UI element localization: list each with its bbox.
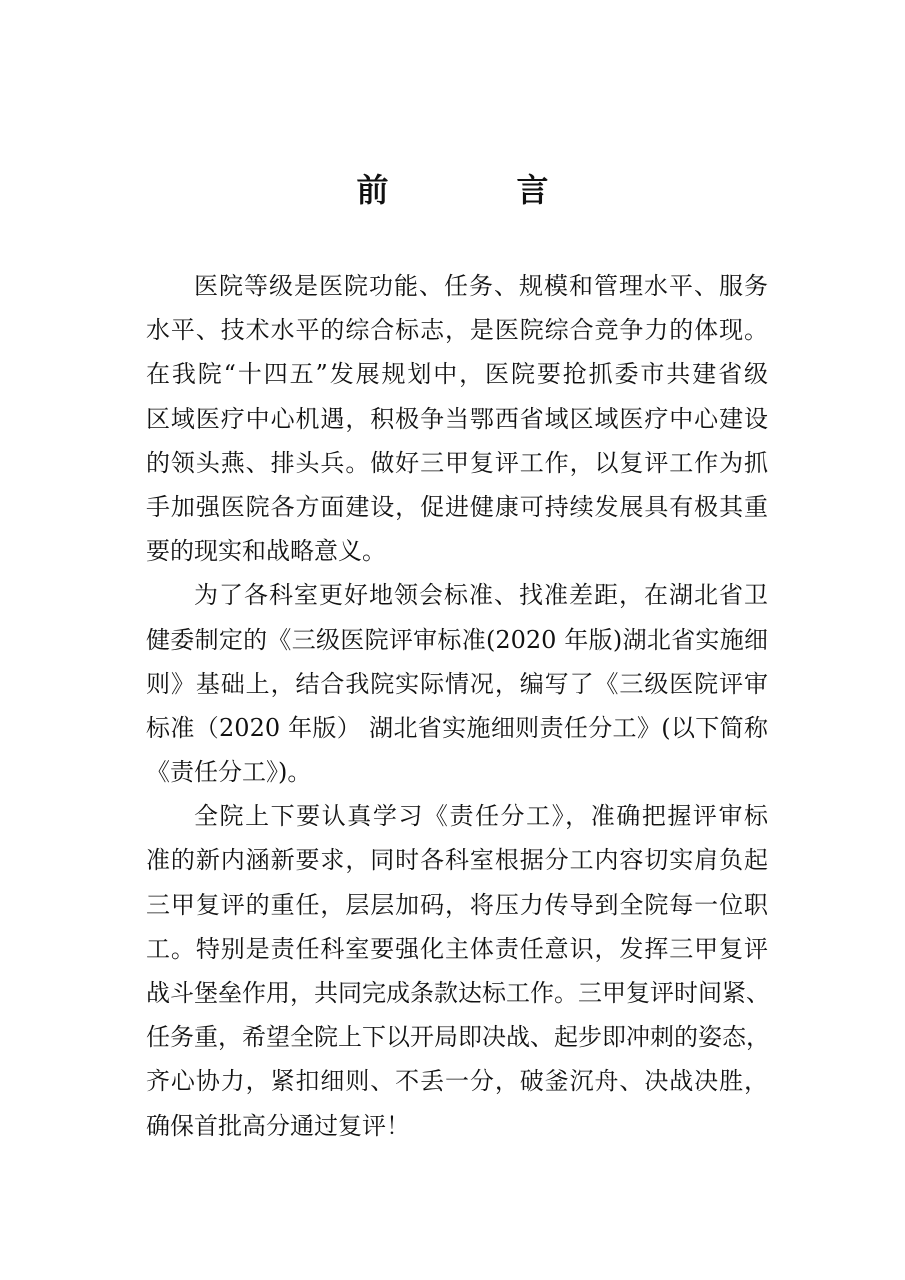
text-line: 医院等级是医院功能、任务、规模和管理水平、服务 [194,272,768,300]
text-line: 工。特别是责任科室要强化主体责任意识，发挥三甲复评 [146,934,768,963]
preface-body [146,264,768,1148]
text-line: 为了各科室更好地领会标准、找准差距，在湖北省卫 [194,581,768,610]
text-line: 全院上下要认真学习《责任分工》，准确把握评审标 [194,802,768,831]
text-line: 三甲复评的重任，层层加码，将压力传导到全院每一位职 [146,890,768,919]
text-line: 战斗堡垒作用，共同完成条款达标工作。三甲复评时间紧、 [146,979,770,1007]
page-title: 前 言 [356,171,597,209]
text-line: 准的新内涵新要求，同时各科室根据分工内容切实肩负起 [146,846,768,875]
text-line: 在我院“十四五”发展规划中，医院要抢抓委市共建省级 [146,360,768,389]
text-line: 《责任分工》)。 [146,758,312,787]
text-line: 标准（2020 年版） 湖北省实施细则责任分工》(以下简称 [146,713,768,742]
text-line: 的领头燕、排头兵。做好三甲复评工作，以复评工作为抓 [146,448,768,477]
text-line: 要的现实和战略意义。 [146,537,386,566]
text-line: 手加强医院各方面建设，促进健康可持续发展具有极其重 [146,492,768,521]
text-line: 任务重，希望全院上下以开局即决战、起步即冲刺的姿态， [146,1023,770,1052]
text-line: 水平、技术水平的综合标志，是医院综合竞争力的体现。 [146,316,768,345]
text-line: 确保首批高分通过复评！ [146,1111,410,1140]
text-line: 则》基础上，结合我院实际情况，编写了《三级医院评审 [146,669,768,698]
text-line: 健委制定的《三级医院评审标准(2020 年版)湖北省实施细 [146,625,768,654]
text-line: 区域医疗中心机遇，积极争当鄂西省域区域医疗中心建设 [146,404,768,433]
text-line: 齐心协力，紧扣细则、不丢一分，破釜沉舟、决战决胜， [146,1067,768,1096]
